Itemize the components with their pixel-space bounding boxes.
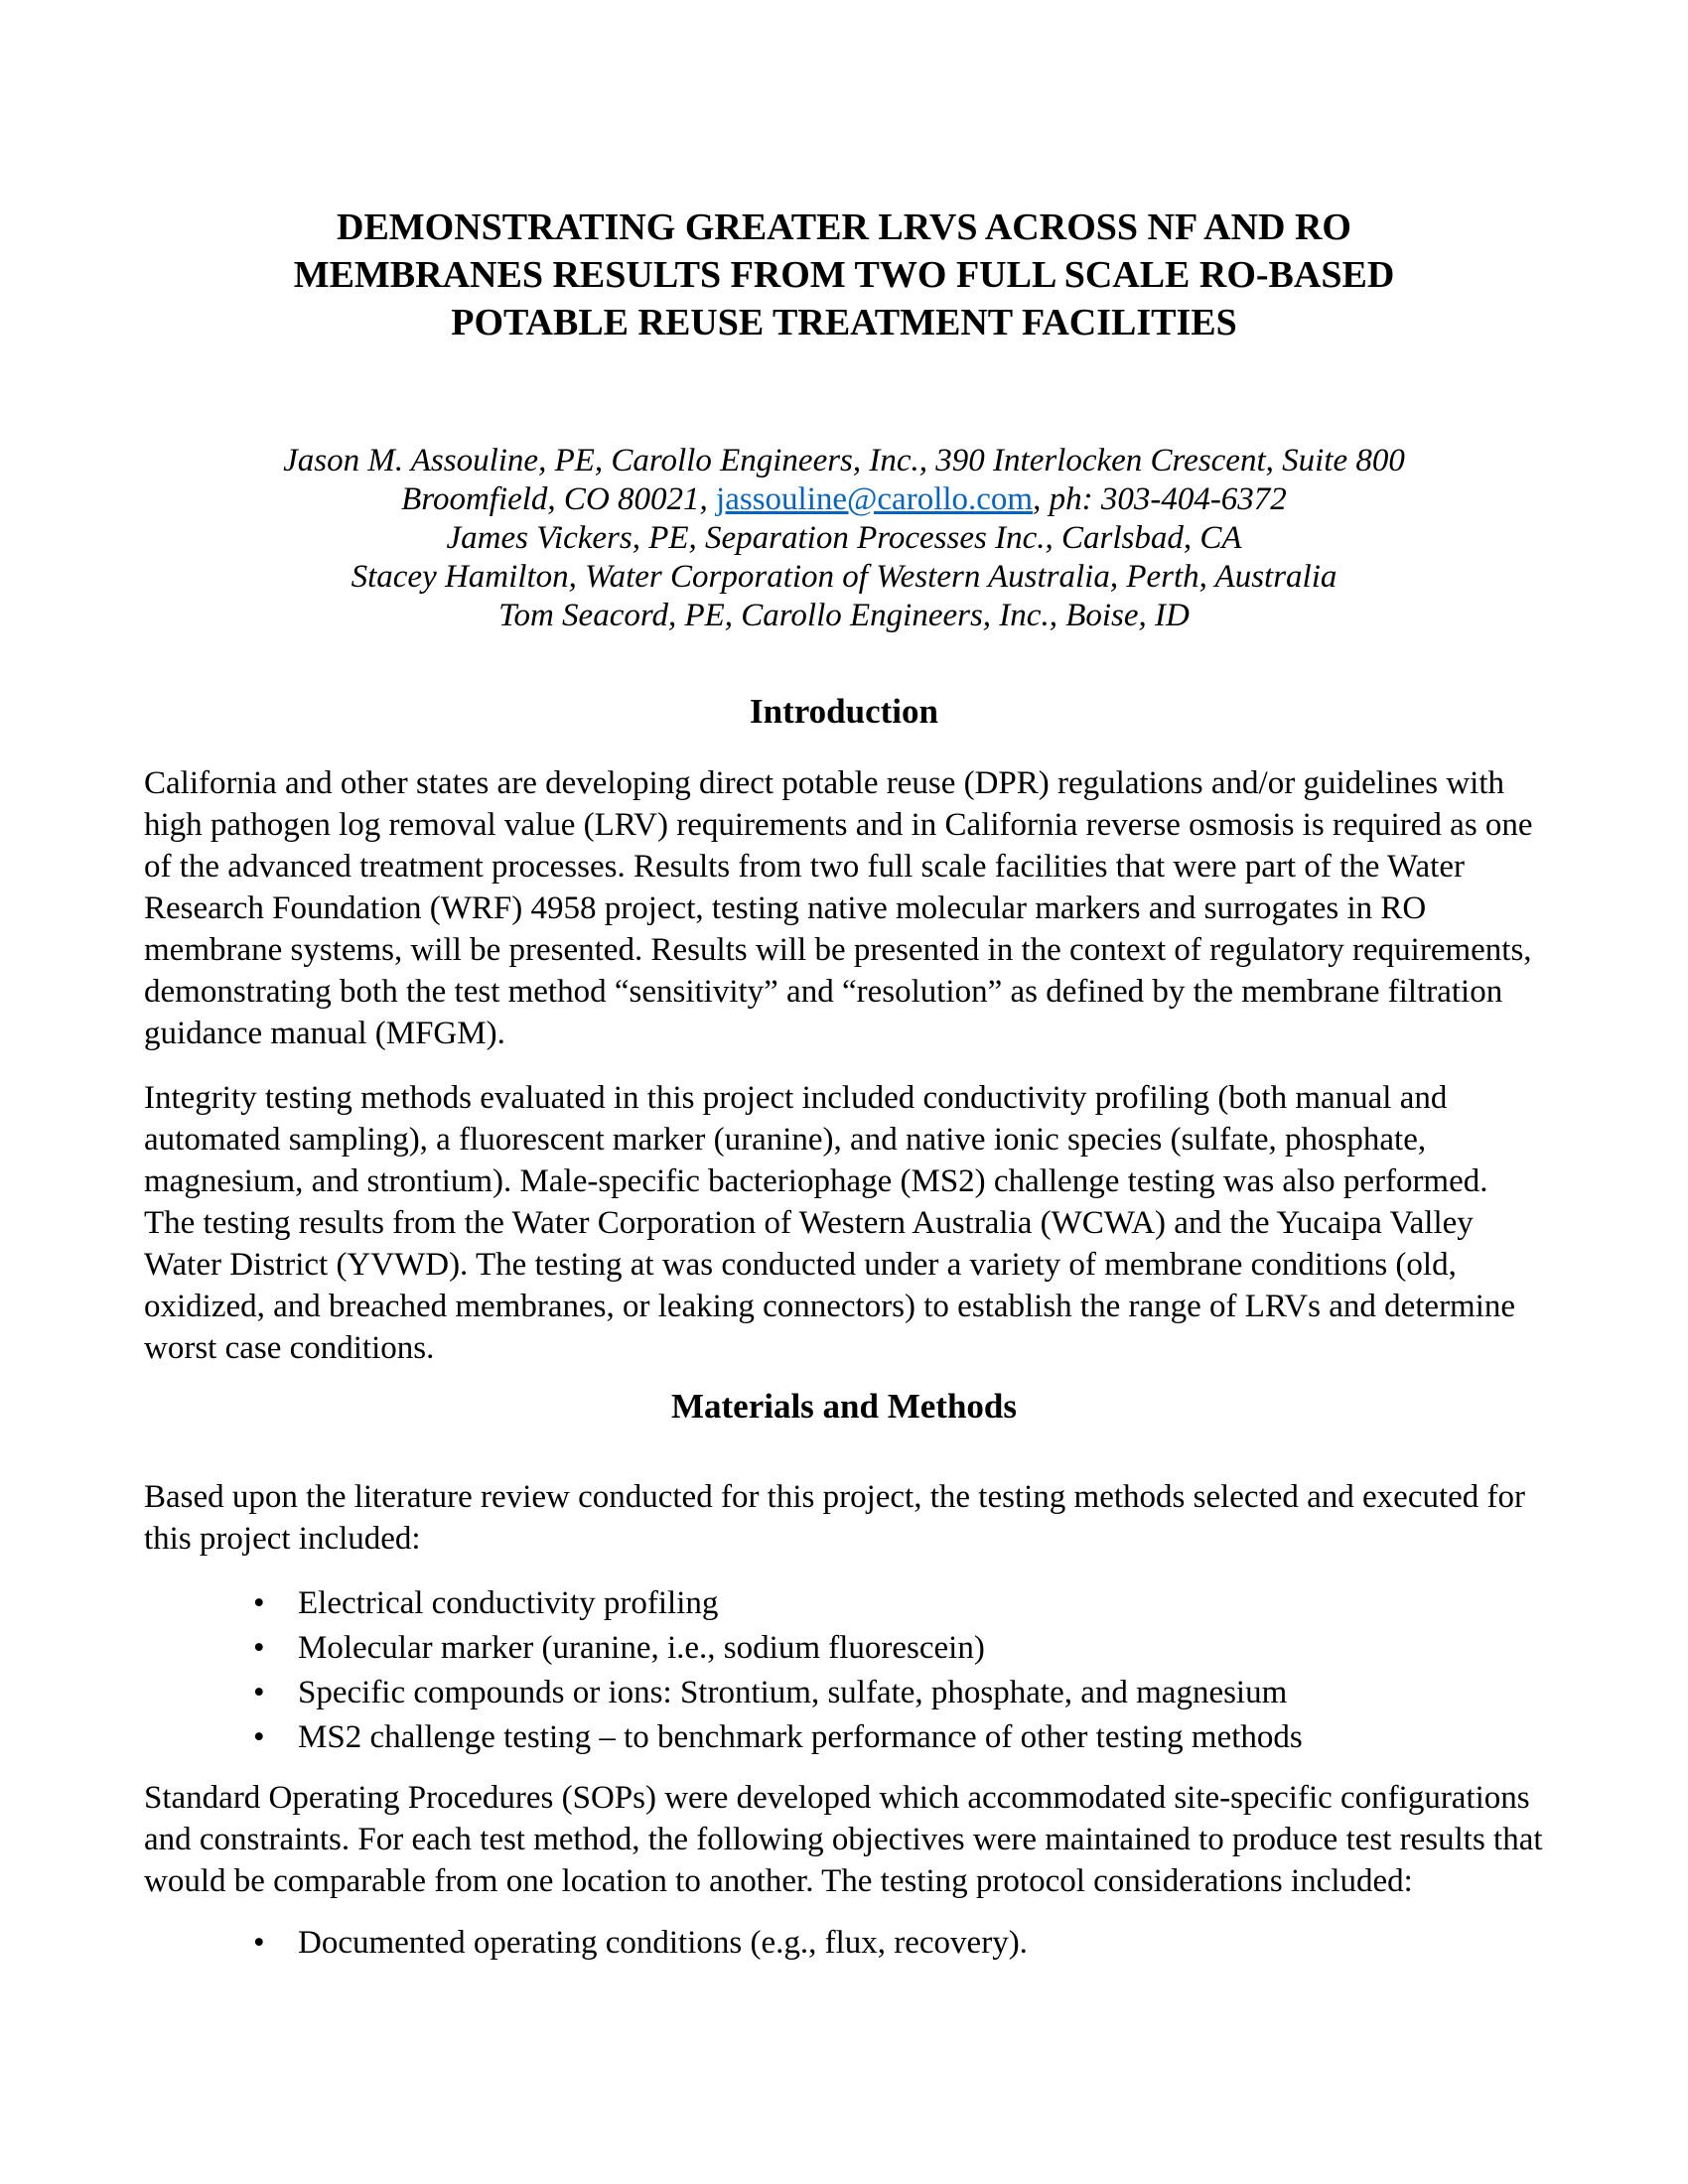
author-line-4: Stacey Hamilton, Water Corporation of Western Australia, Perth, Australia: [351, 559, 1337, 595]
materials-paragraph-1: Based upon the literature review conducted for this project, the testing methods selected and executed for this project included:: [144, 1479, 1526, 1557]
introduction-paragraph-2: Integrity testing methods evaluated in this project included conductivity profiling (both manual and automated sampling), a fluorescent marker (uranine), and native ionic species (sulfate, phosphate, magnesium, and strontium). Male-specific bacteriophage (MS2) challenge testing was also performed. The testing results from the Water Corporation of Western Australia (WCWA) and the Yucaipa Valley Water District (YVWD). The testing at was conducted under a variety of membrane conditions (old, oxidized, and breached membranes, or leaking connectors) to establish the range of LRVs and determine worst case conditions.: [144, 1080, 1516, 1366]
paper-title-line-3: POTABLE REUSE TREATMENT FACILITIES: [451, 302, 1237, 343]
author-line-2: [144, 480, 1544, 519]
author-line-5: Tom Seacord, PE, Carollo Engineers, Inc., Boise, ID: [498, 598, 1190, 633]
author-line-2-suffix: , ph: 303-404-6372: [1033, 481, 1287, 517]
section-heading-materials-and-methods: Materials and Methods: [670, 1387, 1018, 1426]
paper-title-line-2: MEMBRANES RESULTS FROM TWO FULL SCALE RO-BASED: [293, 254, 1395, 296]
paper-title-line-1: DEMONSTRATING GREATER LRVS ACROSS NF AND RO: [337, 206, 1351, 248]
list-item: • Specific compounds or ions: Strontium, sulfate, phosphate, and magnesium: [298, 1671, 1544, 1715]
section-heading-introduction: Introduction: [750, 692, 938, 731]
list-item: • Molecular marker (uranine, i.e., sodium fluorescein): [298, 1626, 1544, 1671]
author-line-2-prefix: Broomfield, CO 80021,: [401, 481, 717, 517]
introduction-paragraph-1: California and other states are developing direct potable reuse (DPR) regulations and/or guidelines with high pathogen log removal value (LRV) requirements and in California reverse osmosis is required as one of the advanced treatment processes. Results from two full scale facilities that were part of the Water Research Foundation (WRF) 4958 project, testing native molecular markers and surrogates in RO membrane systems, will be presented. Results will be presented in the context of regulatory requirements, demonstrating both the test method “sensitivity” and “resolution” as defined by the membrane filtration guidance manual (MFGM).: [144, 765, 1533, 1051]
materials-paragraph-2: Standard Operating Procedures (SOPs) were developed which accommodated site-specific configurations and constraints. For each test method, the following objectives were maintained to produce test results that would be comparable from one location to another. The testing protocol considerations included:: [144, 1780, 1543, 1899]
author-line-1: Jason M. Assouline, PE, Carollo Engineers, Inc., 390 Interlocken Crescent, Suite 800: [283, 443, 1405, 478]
email-link[interactable]: jassouline@carollo.com: [716, 481, 1034, 517]
list-item: • MS2 challenge testing – to benchmark performance of other testing methods: [298, 1715, 1544, 1760]
author-block: [144, 442, 1544, 635]
list-item: • Electrical conductivity profiling: [298, 1581, 1544, 1626]
paper-title: [144, 204, 1544, 346]
list-item: • Documented operating conditions (e.g., flux, recovery).: [298, 1921, 1544, 1966]
author-line-3: James Vickers, PE, Separation Processes Inc., Carlsbad, CA: [446, 520, 1242, 556]
protocol-considerations-list: [144, 1921, 1544, 1966]
testing-methods-list: [144, 1581, 1544, 1760]
